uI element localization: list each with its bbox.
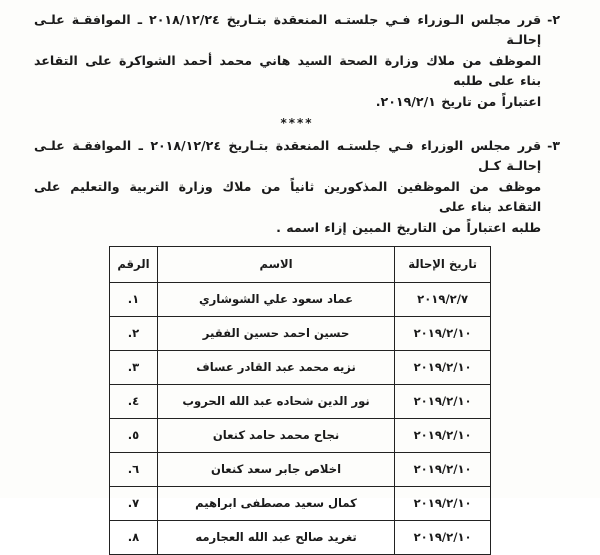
cell-number: ٧. (110, 486, 158, 520)
table-row (110, 418, 491, 452)
cell-date: ٢٠١٩/٢/١٠ (395, 418, 491, 452)
table-row (110, 350, 491, 384)
paragraph-2-number: ٢- (547, 12, 560, 27)
paragraph-2 (34, 10, 560, 112)
cell-date: ٢٠١٩/٢/١٠ (395, 452, 491, 486)
cell-number: ٤. (110, 384, 158, 418)
cell-name: اخلاص جابر سعد كنعان (157, 452, 394, 486)
table-header-row (110, 246, 491, 282)
paragraph-3 (34, 136, 560, 238)
table-row (110, 282, 491, 316)
cell-name: تغريد صالح عبد الله العجارمه (157, 520, 394, 554)
cell-number: ٥. (110, 418, 158, 452)
paragraph-2-text (34, 10, 541, 112)
cell-date: ٢٠١٩/٢/١٠ (395, 316, 491, 350)
paragraph-2-line-2: الموظف من ملاك وزارة الصحة السيد هاني محمد أحمد الشواكرة على التقاعد بناء على طلبه (34, 52, 542, 89)
cell-name: حسين احمد حسين الفقير (157, 316, 394, 350)
cell-name: نجاح محمد حامد كنعان (157, 418, 394, 452)
records-table-container (109, 246, 491, 555)
table-row (110, 520, 491, 554)
cell-number: ٢. (110, 316, 158, 350)
cell-number: ٣. (110, 350, 158, 384)
cell-date: ٢٠١٩/٢/٧ (395, 282, 491, 316)
cell-date: ٢٠١٩/٢/١٠ (395, 384, 491, 418)
cell-number: ٦. (110, 452, 158, 486)
table-row (110, 452, 491, 486)
paragraph-3-text (34, 136, 541, 238)
paragraph-3-line-1: قرر مجلس الوزراء فـي جلستـه المنعقدة بتـاريخ ٢٠١٨/١٢/٢٤ ـ الموافقـة علـى إحالـة كـل (34, 137, 542, 174)
column-header-name: الاسم (157, 246, 394, 282)
records-table (109, 246, 491, 555)
cell-number: ٨. (110, 520, 158, 554)
paragraph-3-number: ٣- (547, 137, 560, 153)
column-header-number: الرقم (110, 246, 158, 282)
table-row (110, 316, 491, 350)
table-row (110, 486, 491, 520)
table-row (110, 384, 491, 418)
table-body (110, 282, 491, 554)
table-header (110, 246, 491, 282)
column-header-date: تاريخ الإحالة (395, 246, 491, 282)
cell-date: ٢٠١٩/٢/١٠ (395, 350, 491, 384)
cell-name: نور الدين شحاده عبد الله الحروب (157, 384, 394, 418)
paragraph-3-line-2: موظف من الموظفين المذكورين ثانياً من ملاك وزارة التربية والتعليم على التقاعد بناء على (34, 178, 542, 215)
cell-name: نزيه محمد عبد القادر عساف (157, 350, 394, 384)
cell-name: كمال سعيد مصطفى ابراهيم (157, 486, 394, 520)
cell-date: ٢٠١٩/٢/١٠ (395, 520, 491, 554)
document-body (0, 0, 600, 238)
cell-name: عماد سعود علي الشوشاري (157, 282, 394, 316)
paragraph-2-line-1: قرر مجلس الـوزراء فـي جلستـه المنعقدة بتـاريخ ٢٠١٨/١٢/٢٤ ـ الموافقـة علـى إحالـة (34, 12, 542, 48)
paragraph-3-line-3: طلبه اعتباراً من التاريخ المبين إزاء اسمه . (276, 219, 542, 235)
cell-number: ١. (110, 282, 158, 316)
paragraph-2-line-3: اعتباراً من تاريخ ٢٠١٩/٢/١. (375, 93, 542, 109)
cell-date: ٢٠١٩/٢/١٠ (395, 486, 491, 520)
section-divider: **** (280, 115, 314, 130)
